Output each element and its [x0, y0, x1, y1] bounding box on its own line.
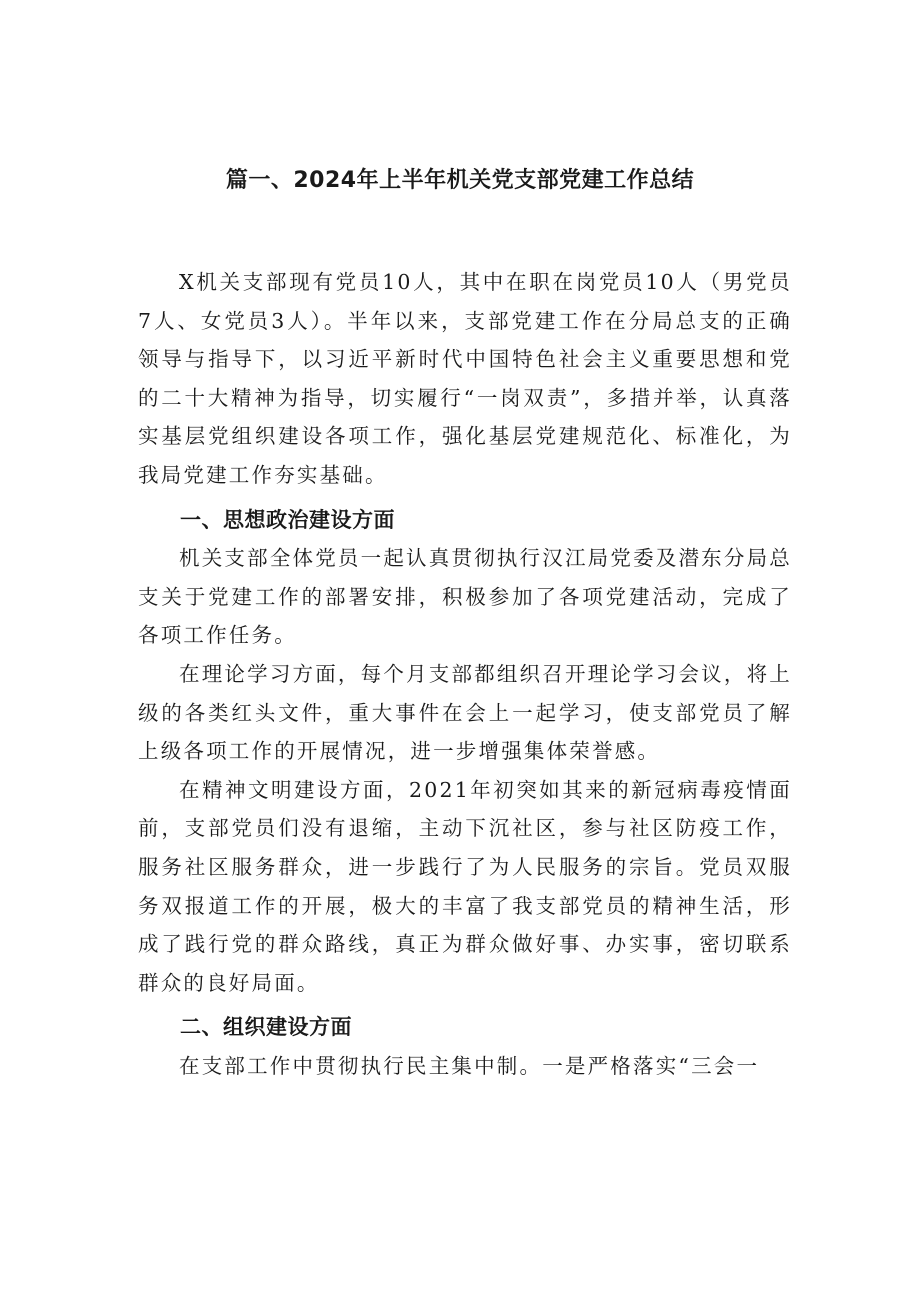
- paragraph-democratic-centralism: 在支部工作中贯彻执行民主集中制。一是严格落实“三会一: [179, 1053, 760, 1078]
- intro-paragraph: X机关支部现有党员10人，其中在职在岗党员10人（男党员7人、女党员3人）。半年以来，支部党建工作在分局总支的正确领导与指导下，以习近平新时代中国特色社会主义重要思想和党的二十大精神为指导，切实履行“一岗双责”，多措并举，认真落实基层党组织建设各项工作，强化基层党建规范化、标准化，为我局党建工作夯实基础。: [138, 270, 792, 487]
- paragraph-ideology-overview: 机关支部全体党员一起认真贯彻执行汉江局党委及潜东分局总支关于党建工作的部署安排，积极参加了各项党建活动，完成了各项工作任务。: [138, 546, 792, 648]
- document-body: [138, 263, 792, 1085]
- paragraph-theory-study: 在理论学习方面，每个月支部都组织召开理论学习会议，将上级的各类红头文件，重大事件在会上一起学习，使支部党员了解上级各项工作的开展情况，进一步增强集体荣誉感。: [138, 661, 792, 764]
- document-title: 篇一、2024年上半年机关党支部党建工作总结: [225, 168, 695, 193]
- section-heading-organization: 二、组织建设方面: [180, 1015, 352, 1040]
- paragraph-spiritual-civilization: 在精神文明建设方面，2021年初突如其来的新冠病毒疫情面前，支部党员们没有退缩，主动下沉社区，参与社区防疫工作，服务社区服务群众，进一步践行了为人民服务的宗旨。党员双服务双报道工作的开展，极大的丰富了我支部党员的精神生活，形成了践行党的群众路线，真正为群众做好事、办实事，密切联系群众的良好局面。: [138, 777, 792, 995]
- section-heading-ideology: 一、思想政治建设方面: [180, 507, 395, 532]
